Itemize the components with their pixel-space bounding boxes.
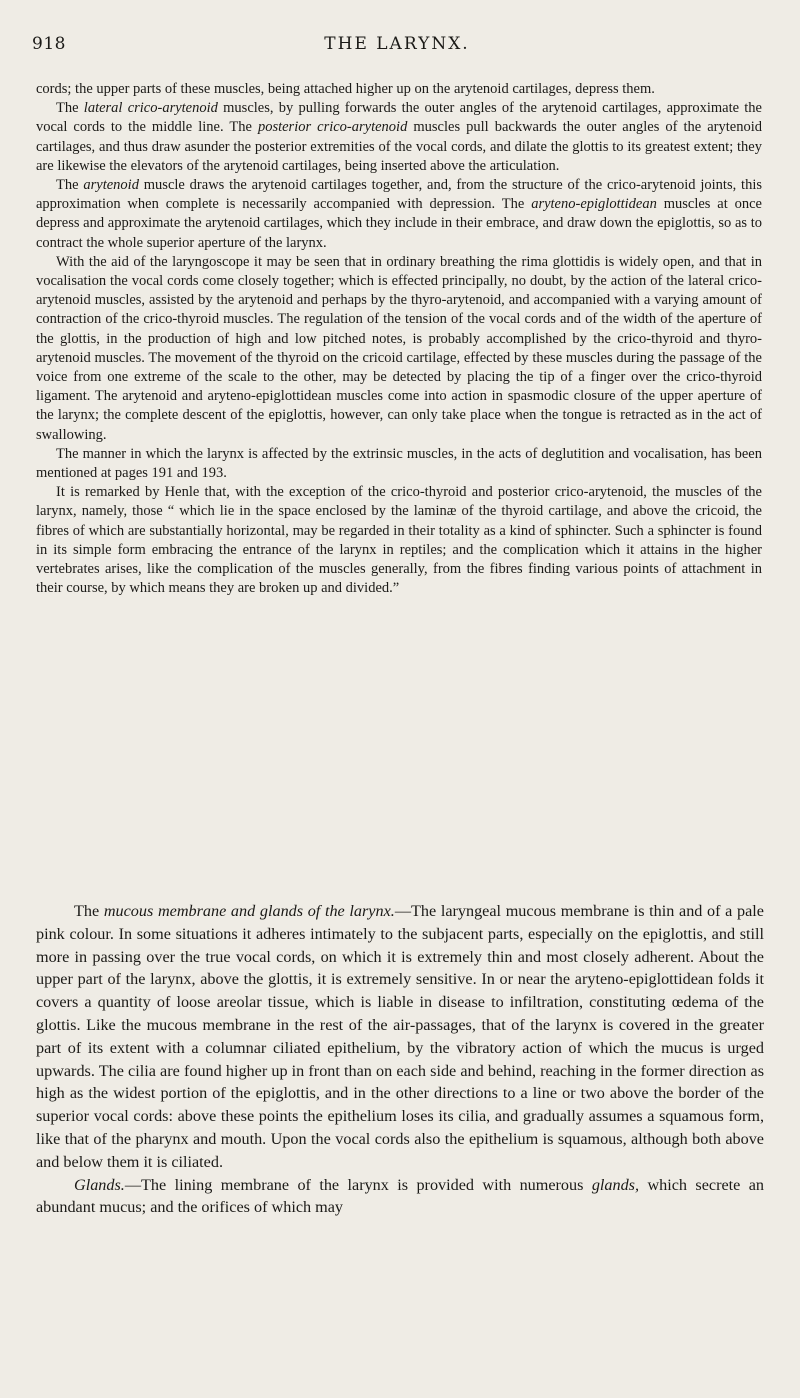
term-aryteno-epiglottidean: aryteno-epiglottidean <box>531 196 657 213</box>
term-lateral-crico-arytenoid: lateral crico-arytenoid <box>83 100 218 117</box>
section-heading-mucous-membrane: mucous membrane and glands of the larynx. <box>103 902 395 920</box>
paragraph-glands: Glands.—The lining membrane of the larynx is provided with numerous glands, which secrete an abundant mucus; and the orifices of which may <box>36 1175 765 1217</box>
paragraph-continuation: cords; the upper parts of these muscles, being attached higher up on the arytenoid cartilages, depress them. <box>36 81 655 97</box>
paragraph-henle-quote: It is remarked by Henle that, with the exception of the crico-thyroid and posterior crico-arytenoid, the muscles of the larynx, namely, those “ which lie in the space enclosed by the laminæ of the thyroid cartilage, and above the cricoid, the fibres of which are substantially horizontal, may be regarded in their totality as a kind of sphincter. Such a sphincter is found in its simple form embracing the entrance of the larynx in reptiles; and the complication which it attains in the higher vertebrates arises, like the complication of the muscles generally, from the fibres finding various points of attachment in their course, by which means they are broken up and divided.” <box>36 484 762 597</box>
paragraph-mucous-membrane: The mucous membrane and glands of the larynx.—The laryngeal mucous membrane is thin and of a pale pink colour. In some situations it adheres intimately to the subjacent parts, especially on the epiglottis, and still more in passing over the true vocal cords, on which it is extremely thin and most closely adherent. About the upper part of the larynx, above the glottis, it is extremely sensitive. In or near the aryteno-epiglottidean folds it covers a quantity of loose areolar tissue, which is liable in disease to infiltration, constituting œdema of the glottis. Like the mucous membrane in the rest of the air-passages, that of the larynx is covered in the greater part of its extent with a columnar ciliated epithelium, by the vibratory action of which the mucus is urged upwards. The cilia are found higher up in front than on each side and behind, reaching in the former direction as high as the widest portion of the epiglottis, and in the other directions to a line or two above the border of the superior vocal cords: above these points the epithelium loses its cilia, and gradually assumes a squamous form, like that of the pharynx and mouth. Upon the vocal cords also the epithelium is squamous, although both above and below them it is ciliated. <box>36 902 764 1171</box>
page-number: 918 <box>32 34 66 54</box>
paragraph-arytenoid: The arytenoid muscle draws the arytenoid cartilages together, and, from the structure of the crico-arytenoid joints, this approximation when complete is necessarily accompanied with depression. The aryteno-epiglottidean muscles at once depress and approximate the arytenoid cartilages, which they include in their embrace, and draw down the epiglottis, so as to contract the whole superior aperture of the larynx. <box>36 177 762 251</box>
term-glands: glands, <box>591 1175 640 1194</box>
term-arytenoid: arytenoid <box>83 177 139 194</box>
paragraph-lateral-crico-arytenoid: The lateral crico-arytenoid muscles, by pulling forwards the outer angles of the arytenoid cartilages, approximate the vocal cords to the middle line. The posterior crico-arytenoid muscles pull backwards the outer angles of the arytenoid cartilages, and thus draw asunder the posterior extremities of the vocal cords, and dilate the glottis to its greatest extent; they are likewise the elevators of the arytenoid cartilages, being inserted above the articulation. <box>36 100 762 174</box>
paragraph-laryngoscope: With the aid of the laryngoscope it may be seen that in ordinary breathing the rima glottidis is widely open, and that in vocalisation the vocal cords come closely together; which is effected principally, no doubt, by the action of the lateral crico-arytenoid muscles, assisted by the arytenoid and perhaps by the thyro-arytenoid, and accompanied with a varying amount of contraction of the crico-thyroid muscles. The regulation of the tension of the vocal cords and of the width of the aperture of the glottis, in the production of high and low pitched notes, is probably accomplished by the crico-thyroid and thyro-arytenoid muscles. The movement of the thyroid on the cricoid cartilage, effected by these muscles during the passage of the voice from one extreme of the scale to the other, may be detected by placing the tip of a finger over the crico-thyroid ligament. The arytenoid and aryteno-epiglottidean muscles come into action in spasmodic closure of the upper aperture of the larynx; the complete descent of the epiglottis, however, can only take place when the tongue is retracted as in the act of swallowing. <box>36 253 762 443</box>
mucous-membrane-section <box>36 900 764 1219</box>
running-head <box>32 34 762 56</box>
paragraph-extrinsic-muscles: The manner in which the larynx is affected by the extrinsic muscles, in the acts of deglutition and vocalisation, has been mentioned at pages 191 and 193. <box>36 445 762 482</box>
section-heading-glands: Glands. <box>74 1175 125 1194</box>
page-heading: THE LARYNX. <box>324 34 470 54</box>
muscle-action-section <box>36 80 762 598</box>
term-posterior-crico-arytenoid: posterior crico-arytenoid <box>257 119 408 136</box>
